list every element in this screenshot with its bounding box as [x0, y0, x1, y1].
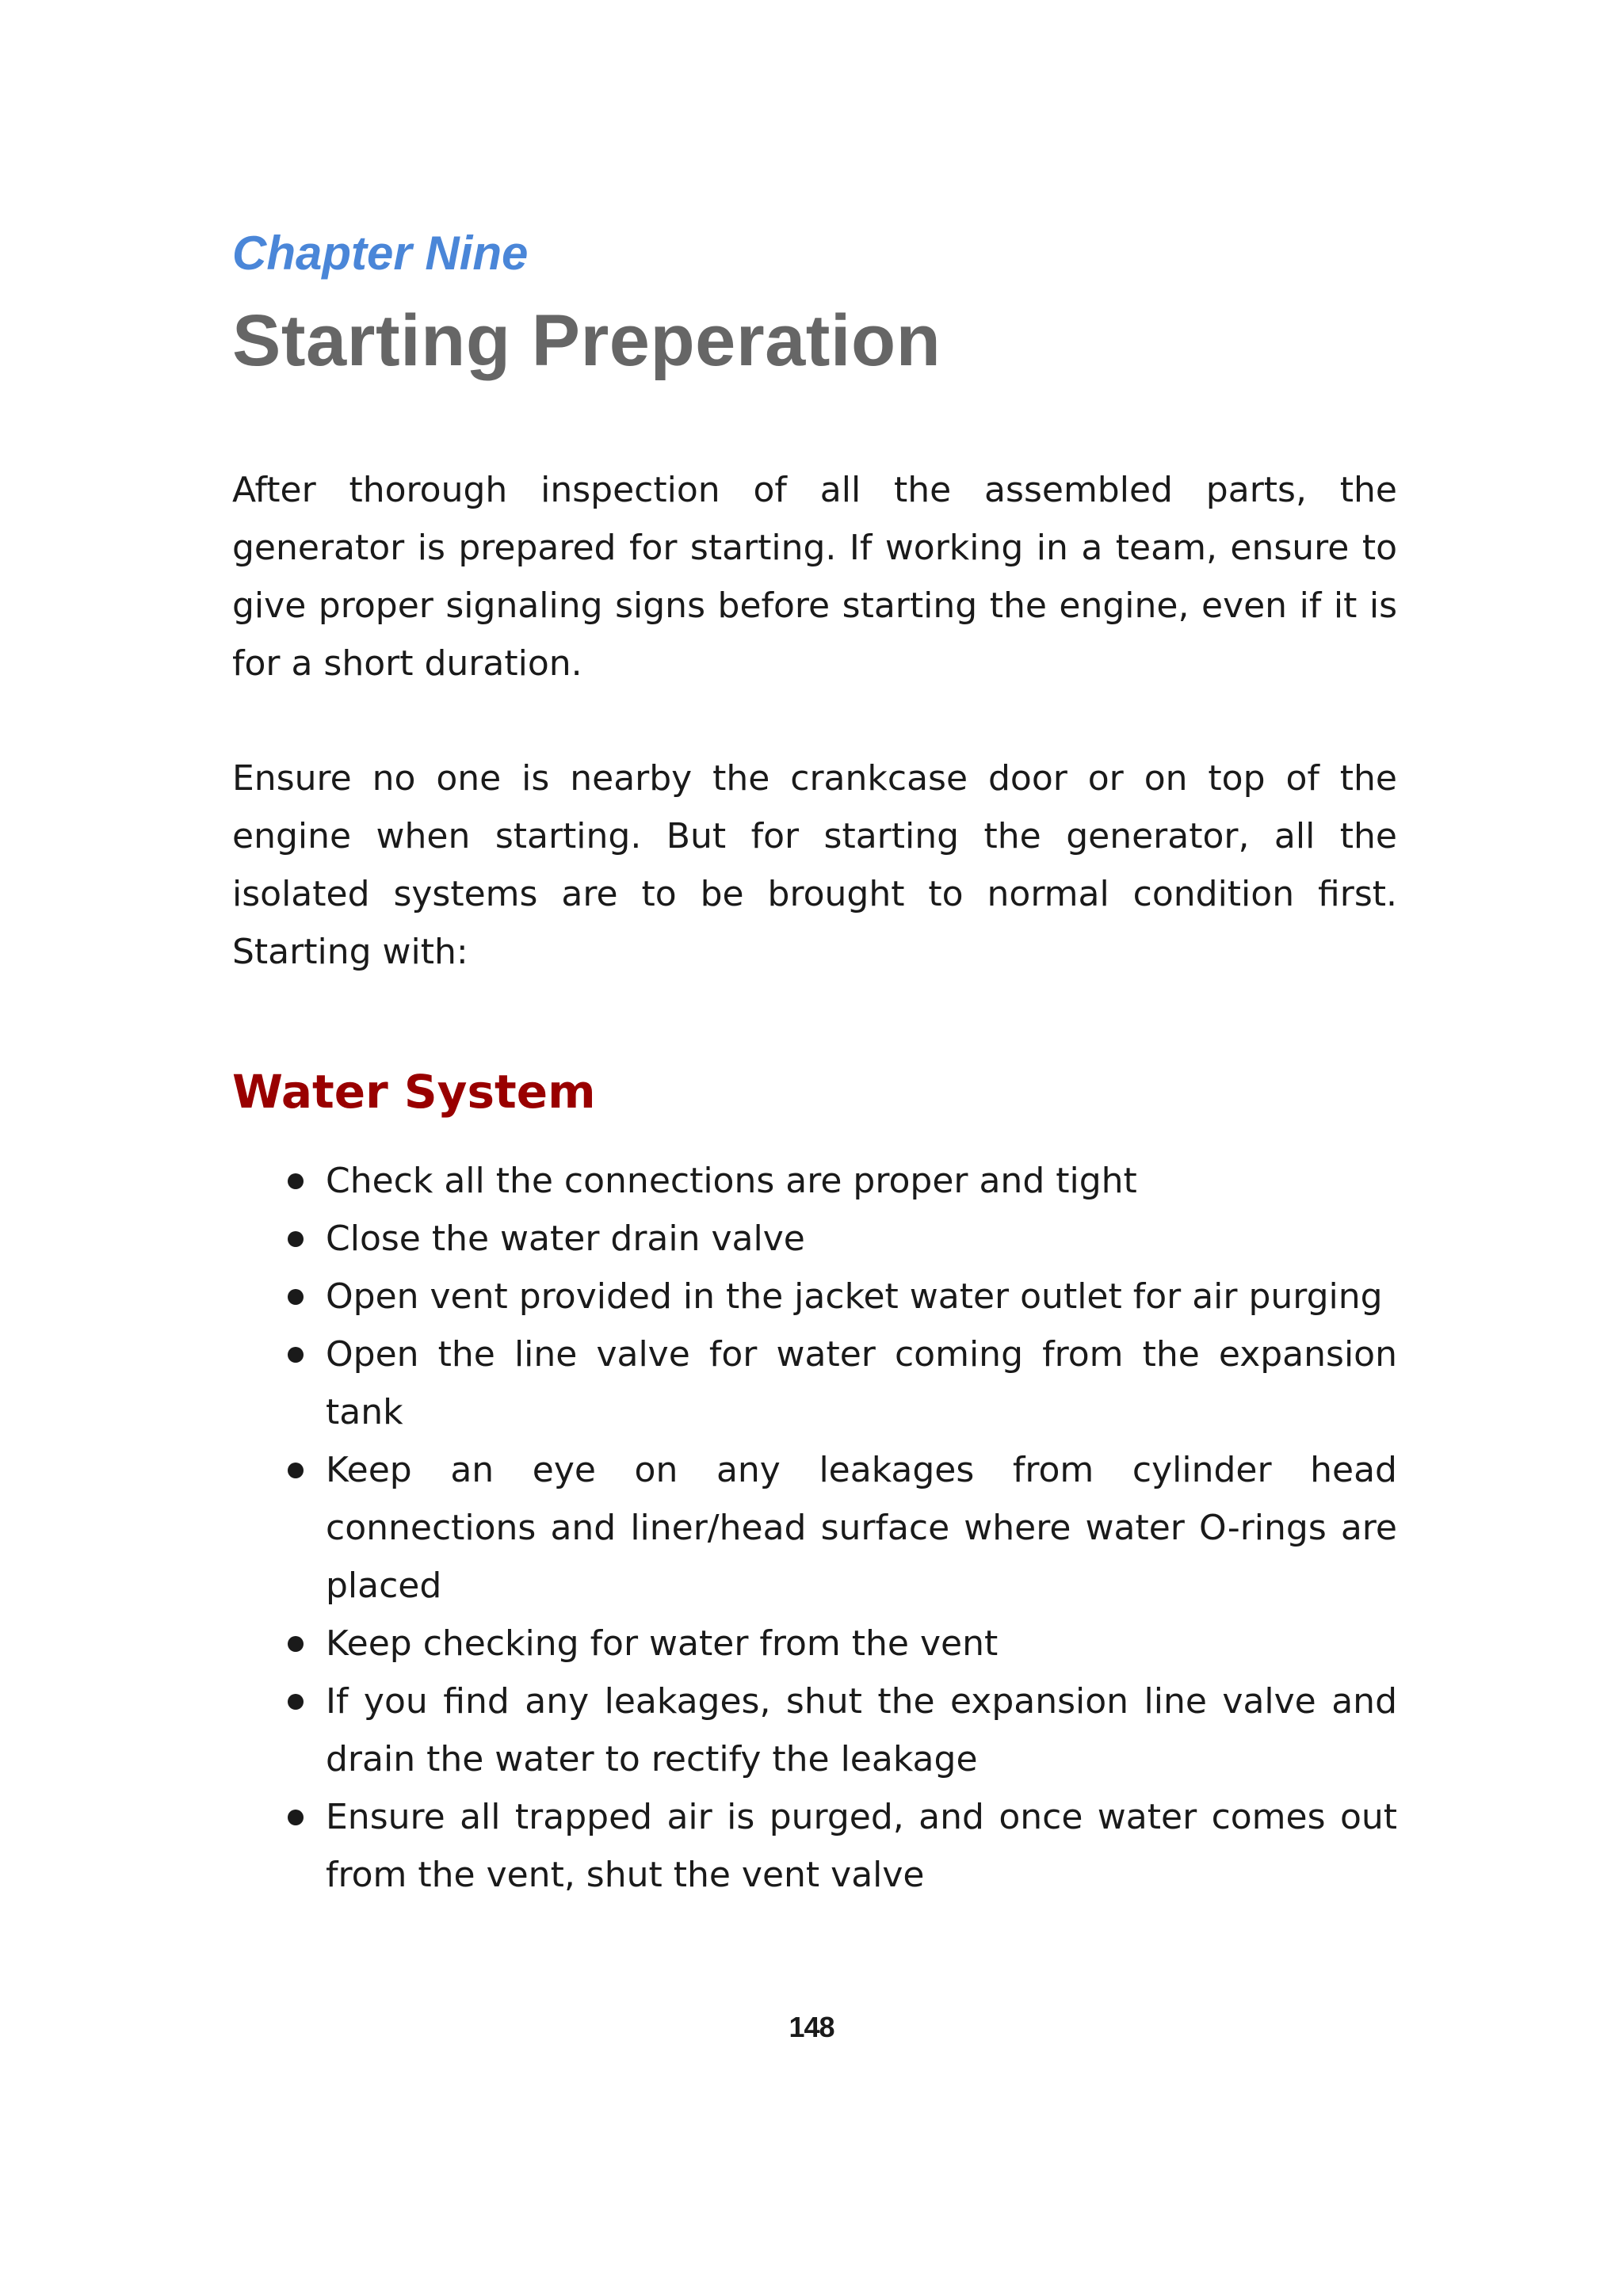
water-system-list	[232, 1152, 1397, 1904]
safety-paragraph: Ensure no one is nearby the crankcase door or on top of the engine when starting. But for starting the generator, all the isolated systems are to be brought to normal condition first. Starting with:	[232, 758, 1397, 972]
list-item	[232, 1325, 1397, 1441]
list-item-text: If you find any leakages, shut the expansion line valve and drain the water to rectify the leakage	[326, 1681, 1397, 1779]
list-item	[232, 1672, 1397, 1788]
bullet-icon	[288, 1636, 304, 1652]
list-item	[232, 1152, 1397, 1210]
document-page	[232, 222, 1397, 1904]
chapter-label: Chapter Nine	[232, 227, 529, 280]
bullet-icon	[288, 1810, 304, 1825]
section-heading-water-system: Water System	[232, 1065, 596, 1119]
bullet-icon	[288, 1347, 304, 1363]
list-item	[232, 1441, 1397, 1615]
bullet-icon	[288, 1231, 304, 1247]
list-item	[232, 1268, 1397, 1325]
bullet-icon	[288, 1173, 304, 1189]
list-item-text: Ensure all trapped air is purged, and once water comes out from the vent, shut the vent valve	[326, 1797, 1397, 1895]
intro-paragraph: After thorough inspection of all the assembled parts, the generator is prepared for starting. If working in a team, ensure to give proper signaling signs before starting the engine, even if it is for a short duration.	[232, 470, 1397, 684]
list-item	[232, 1210, 1397, 1268]
list-item-text: Open vent provided in the jacket water outlet for air purging	[326, 1276, 1383, 1317]
bullet-icon	[288, 1694, 304, 1710]
list-item-text: Close the water drain valve	[326, 1219, 805, 1259]
bullet-icon	[288, 1289, 304, 1305]
list-item-text: Open the line valve for water coming from the expansion tank	[326, 1334, 1397, 1432]
list-item	[232, 1615, 1397, 1672]
page-title: Starting Preperation	[232, 300, 941, 381]
list-item-text: Keep checking for water from the vent	[326, 1623, 999, 1664]
bullet-icon	[288, 1463, 304, 1478]
list-item-text: Check all the connections are proper and tight	[326, 1161, 1137, 1201]
page-number: 148	[789, 2011, 834, 2043]
list-item	[232, 1788, 1397, 1904]
list-item-text: Keep an eye on any leakages from cylinder head connections and liner/head surface where water O-rings are placed	[326, 1450, 1397, 1606]
